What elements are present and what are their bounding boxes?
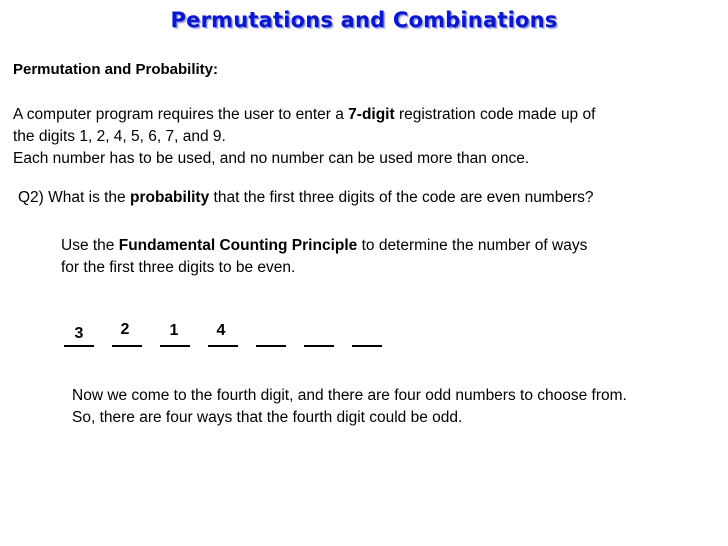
slot-4-value: 4	[216, 322, 226, 339]
explanation-line-1: Now we come to the fourth digit, and there are four odd numbers to choose from.	[72, 387, 627, 404]
slot-7-blank	[352, 345, 382, 347]
slot-1-value: 3	[74, 325, 84, 342]
slot-3-value: 1	[169, 322, 179, 339]
instruction-line-2: for the first three digits to be even.	[61, 259, 296, 276]
slot-5-blank	[256, 345, 286, 347]
problem-line-1-post: registration code made up of	[394, 106, 596, 123]
slot-4-blank	[208, 345, 238, 347]
instruction-bold: Fundamental Counting Principle	[118, 237, 358, 254]
problem-line-3: Each number has to be used, and no number can be used more than once.	[13, 150, 530, 167]
explanation-line-2: So, there are four ways that the fourth digit could be odd.	[72, 409, 463, 426]
slide-title: Permutations and Combinations	[170, 8, 558, 32]
slot-2-value: 2	[120, 321, 130, 338]
question-bold: probability	[129, 189, 210, 206]
problem-line-1-bold: 7-digit	[348, 106, 395, 123]
problem-line-2: the digits 1, 2, 4, 5, 6, 7, and 9.	[13, 128, 226, 145]
question-post: that the first three digits of the code are even numbers?	[209, 189, 594, 206]
section-heading: Permutation and Probability:	[13, 61, 219, 78]
question-pre: Q2) What is the	[18, 189, 130, 206]
slot-1-blank	[64, 345, 94, 347]
instruction-line-1	[61, 237, 587, 255]
slot-2-blank	[112, 345, 142, 347]
instruction-post: to determine the number of ways	[357, 237, 588, 254]
problem-line-1-pre: A computer program requires the user to enter a	[13, 106, 349, 123]
problem-line-1	[13, 104, 595, 126]
slot-3-blank	[160, 345, 190, 347]
question-text	[18, 189, 594, 207]
instruction-pre: Use the	[61, 237, 119, 254]
slot-6-blank	[304, 345, 334, 347]
